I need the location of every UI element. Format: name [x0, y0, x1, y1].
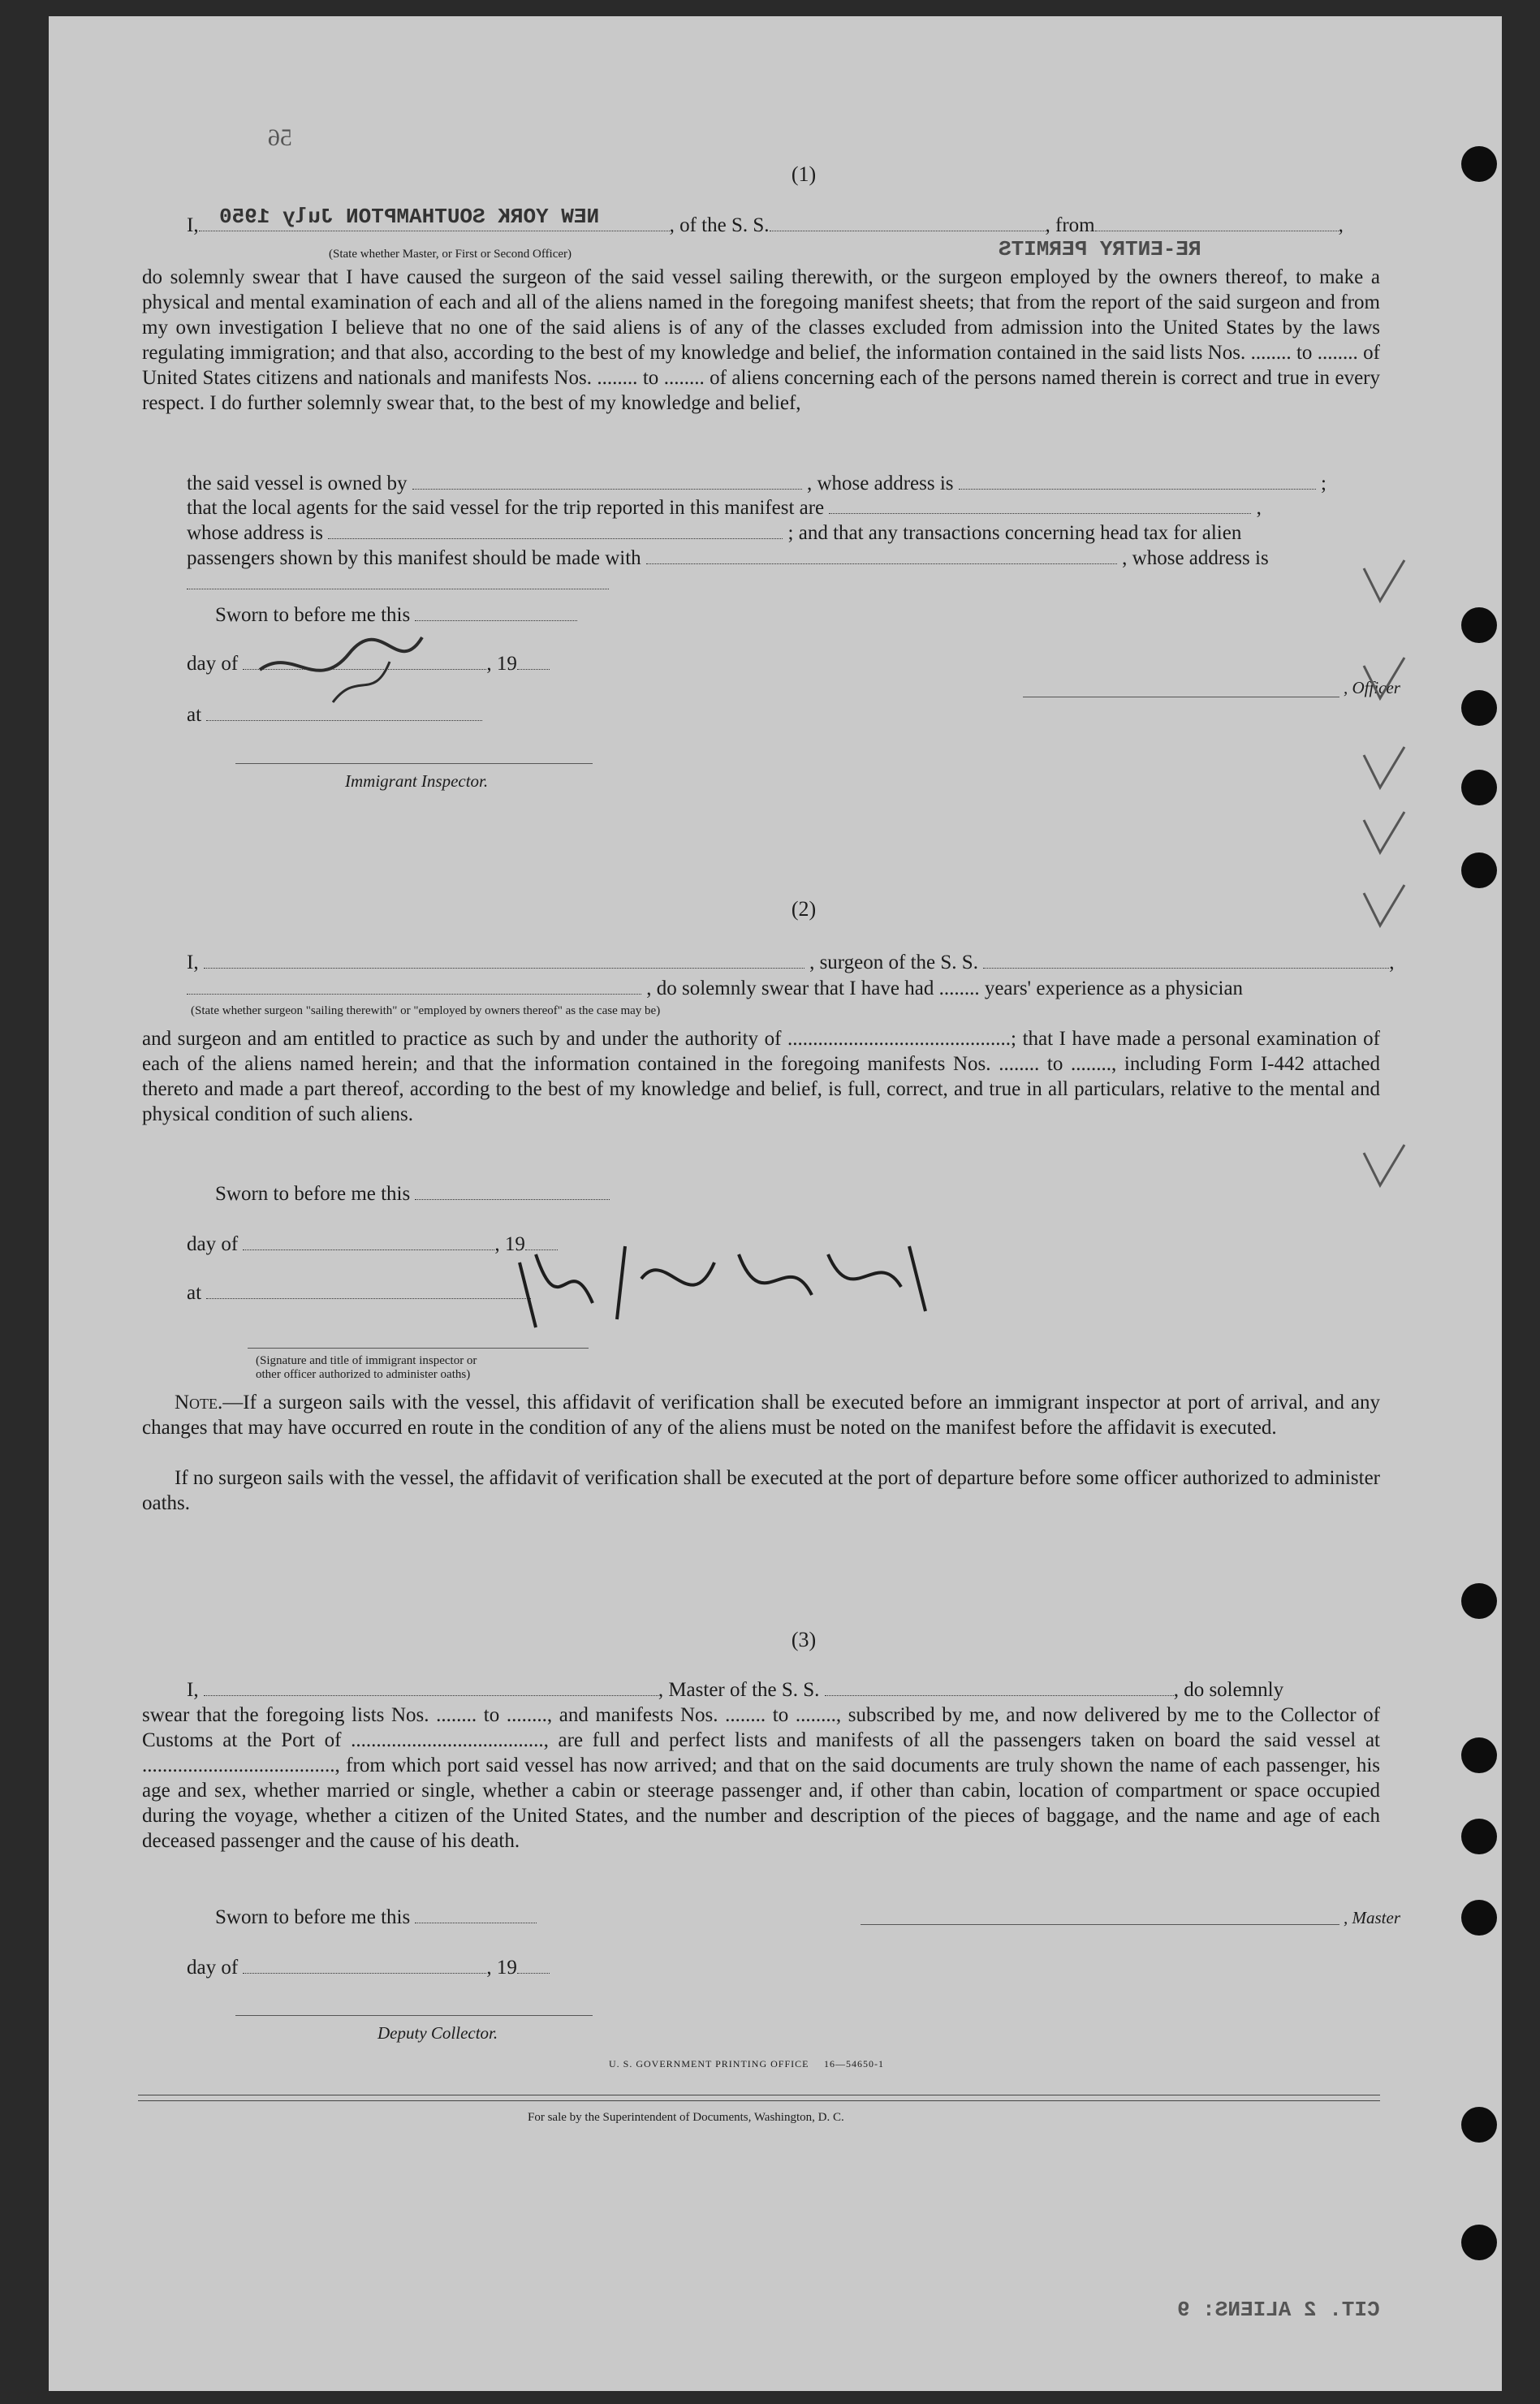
- pronoun-i-2: I,: [187, 952, 199, 973]
- deputy-label: Deputy Collector.: [377, 2023, 498, 2043]
- do-solemnly-text: do solemnly: [1184, 1679, 1284, 1701]
- owned-by-text: the said vessel is owned by: [187, 473, 408, 494]
- master-label: , Master: [1344, 1908, 1400, 1927]
- section-2-paragraph: and surgeon and am entitled to practice as such by and under the authority of ............................................; that I have made a personal examination of each of the aliens named herein; and that the information contained in the foregoing manifests Nos. ........ to ........, including Form I-442 attached thereto and made a part thereof, according to the best of my knowledge and belief, is full, correct, and true in all particulars, relative to the mental and physical condition of such aliens.: [142, 1028, 1380, 1125]
- surgeon-line: I, , surgeon of the S. S. ,: [187, 952, 1395, 973]
- punch-hole: [1461, 1819, 1497, 1854]
- officer-type-caption: (State whether Master, or First or Second Officer): [329, 248, 572, 261]
- punch-hole: [1461, 770, 1497, 805]
- whose-address-is-text: , whose address is: [1122, 547, 1269, 569]
- note-text-2: If no surgeon sails with the vessel, the affidavit of verification shall be executed at the port of departure before some officer authorized to administer oaths.: [142, 1467, 1380, 1514]
- sworn-line-3: [215, 1905, 537, 1930]
- pronoun-i: I,: [187, 214, 199, 236]
- year-prefix: 19: [496, 653, 517, 675]
- punch-hole: [1461, 146, 1497, 182]
- typed-bottom-marks: [1177, 2298, 1380, 2322]
- punch-hole: [1461, 852, 1497, 888]
- at-text-2: at: [187, 1282, 202, 1304]
- deputy-rule: [235, 2015, 593, 2016]
- punch-hole: [1461, 607, 1497, 643]
- master-line: I, , Master of the S. S. , do solemnly: [187, 1679, 1284, 1701]
- at-text: at: [187, 704, 202, 726]
- form-number: 16—54650-1: [824, 2058, 884, 2070]
- page-number: 56: [268, 124, 292, 151]
- for-sale-text: For sale by the Superintendent of Documents, Washington, D. C.: [528, 2111, 844, 2124]
- solemnly-line: [187, 976, 1243, 1001]
- pronoun-i-3: I: [187, 1679, 194, 1701]
- sworn-text-2: Sworn to before me this: [215, 1183, 411, 1205]
- handwritten-signature-1: [244, 621, 438, 719]
- day-of-text: day of: [187, 653, 239, 675]
- local-agents-text: that the local agents for the said vessel for the trip reported in this manifest are: [187, 497, 825, 519]
- year-prefix-2: 19: [504, 1233, 525, 1255]
- printing-office-text: U. S. GOVERNMENT PRINTING OFFICE: [609, 2058, 809, 2070]
- section-1-paragraph: do solemnly swear that I have caused the surgeon of the said vessel sailing therewith, or the surgeon employed by the owners thereof, to make a physical and mental examination of each and all of the aliens named in the foregoing manifest sheets; that from the report of the said surgeon and from my own investigation I believe that no one of the said aliens is of any of the classes excluded from admission into the United States by the laws regulating immigration; and that also, according to the best of my knowledge and belief, the information contained in the said lists Nos. ........ to ........ of United States citizens and nationals and manifests Nos. ........ to ........ of aliens concerning each of the persons named therein is correct and true in every respect. I do further solemnly swear that, to the best of my knowledge and belief,: [142, 266, 1380, 414]
- address-is-text: , whose address is: [806, 473, 954, 494]
- day-of-line-2: day of , 19: [187, 1232, 558, 1257]
- day-of-line-3: day of , 19: [187, 1955, 550, 1980]
- agents-address-line: [187, 520, 1241, 546]
- head-tax-text: ; and that any transactions concerning head tax for alien: [787, 522, 1242, 544]
- sworn-line-2: [215, 1181, 610, 1206]
- solemnly-text: , do solemnly swear that I have had ........ years' experience as a physician: [646, 978, 1244, 999]
- inspector-rule: [235, 763, 593, 764]
- inspector-label: Immigrant Inspector.: [345, 771, 489, 791]
- section-3-paragraph: swear that the foregoing lists Nos. ........ to ........, and manifests Nos. ........ to ........, subscribed by me, and now delivered by me to the Collector of Customs at the Port of ......................................, are full and perfect lists and manifests of all the passengers taken on board the said vessel at ......................................, from which port said vessel has now arrived; and that on the said documents are truly shown the name of each passenger, his age and sex, whether married or single, whether a cabin or steerage passenger and, if other than cabin, location of compartment or space occupied during the voyage, whether a citizen of the United States, and the number and description of the pieces of baggage, and the name and age of each deceased passenger and the cause of his death.: [142, 1704, 1380, 1852]
- punch-hole: [1461, 2225, 1497, 2260]
- handwritten-check-marks: [1356, 552, 1429, 1218]
- section-1-number: (1): [791, 162, 817, 186]
- day-of-line-1: day of , 19: [187, 651, 550, 676]
- year-prefix-3: 19: [496, 1957, 517, 1979]
- surgeon-caption: (State whether surgeon "sailing therewith" or "employed by owners thereof" as the case may be): [191, 1004, 661, 1017]
- agents-line: that the local agents for the said vessel for the trip reported in this manifest are ,: [187, 497, 1262, 519]
- passengers-line: [187, 546, 1269, 571]
- sworn-text-3: Sworn to before me this: [215, 1906, 411, 1928]
- typed-ship-line: [219, 205, 599, 229]
- note-label: Note.: [175, 1392, 223, 1413]
- day-of-text-3: day of: [187, 1957, 239, 1979]
- passengers-text: passengers shown by this manifest should be made with: [187, 547, 641, 569]
- punch-hole: [1461, 1737, 1497, 1773]
- punch-hole: [1461, 2107, 1497, 2143]
- officer-label: , Officer: [1344, 678, 1400, 697]
- sworn-text: Sworn to before me this: [215, 604, 411, 626]
- blank-line: [187, 571, 609, 596]
- typed-reentry-permits: [999, 237, 1201, 261]
- of-the-ss-text: , of the S. S.: [669, 214, 770, 236]
- signature-caption-2b: other officer authorized to administer oaths): [256, 1368, 471, 1381]
- master-of-text: Master of the S. S.: [668, 1679, 820, 1701]
- punch-hole: [1461, 690, 1497, 726]
- typed-reentry-text: RE-ENTRY PERMITS: [999, 237, 1201, 261]
- owner-line: the said vessel is owned by , whose address is ;: [187, 473, 1326, 494]
- footer-rule-2: [138, 2100, 1380, 2101]
- whose-address-text: whose address is: [187, 522, 324, 544]
- punch-hole: [1461, 1583, 1497, 1619]
- from-text: , from: [1045, 214, 1095, 236]
- surgeon-of-text: , surgeon of the S. S.: [809, 952, 978, 973]
- signature-rule-2: [248, 1348, 589, 1349]
- signature-caption-2a: (Signature and title of immigrant inspector or: [256, 1354, 477, 1367]
- section-3-number: (3): [791, 1628, 817, 1651]
- at-line-2: [187, 1280, 531, 1306]
- handwritten-signature-2: [503, 1230, 958, 1336]
- note-paragraph-2: [142, 1465, 1380, 1516]
- note-paragraph-1: [142, 1390, 1380, 1467]
- master-rule: [861, 1924, 1339, 1925]
- section-1-oath-line: I, , of the S. S. , from ,: [187, 214, 1344, 236]
- note-text-1: —If a surgeon sails with the vessel, this affidavit of verification shall be executed before an immigrant inspector at port of arrival, and any changes that may have occurred en route in the condition of any of the aliens must be noted on the manifest before the affidavit is executed.: [142, 1392, 1380, 1439]
- manifest-page: [49, 16, 1502, 2391]
- typed-bottom-text: CIT. 2 ALIENS: 9: [1177, 2298, 1380, 2322]
- section-2-number: (2): [791, 897, 817, 921]
- punch-hole: [1461, 1900, 1497, 1936]
- day-of-text-2: day of: [187, 1233, 239, 1255]
- typed-ship-text: NEW YORK SOUTHAMPTON July 1950: [219, 205, 600, 229]
